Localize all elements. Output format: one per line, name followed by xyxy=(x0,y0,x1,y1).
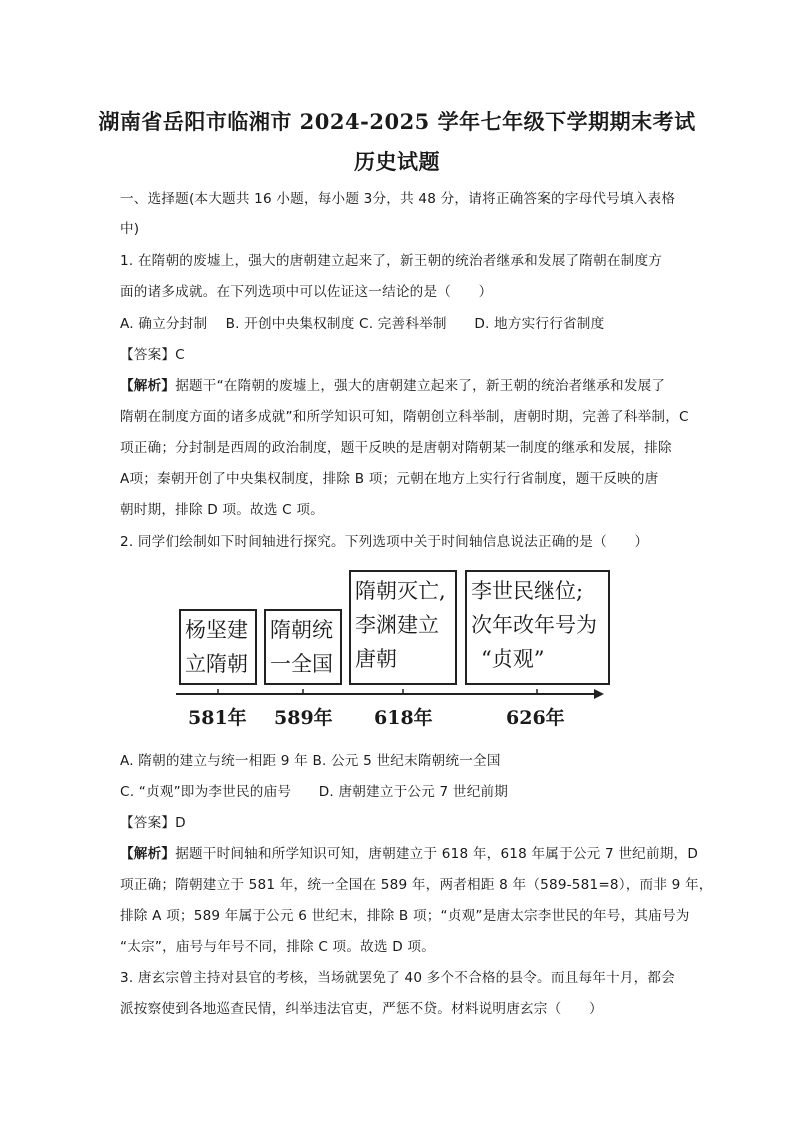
q2-analysis-line: “太宗”，庙号与年号不同，排除 C 项。故选 D 项。 xyxy=(120,939,436,955)
q3-stem: 3. 唐玄宗曾主持对县官的考核，当场就罢免了 40 多个不合格的县令。而且每年十月，都会 xyxy=(120,970,675,986)
exam-title: 湖南省岳阳市临湘市 2024-2025 学年七年级下学期期末考试 xyxy=(98,109,696,134)
q1-stem: 1. 在隋朝的废墟上，强大的唐朝建立起来了，新王朝的统治者继承和发展了隋朝在制度方 xyxy=(120,253,663,269)
year-label-626: 626年 xyxy=(506,707,565,729)
q1-analysis-line: 隋朝在制度方面的诸多成就”和所学知识可知，隋朝创立科举制，唐朝时期，完善了科举制，C xyxy=(120,409,689,425)
event-text: 唐朝 xyxy=(355,647,397,671)
q2-analysis-label: 【解析】 xyxy=(120,846,176,862)
q2-options-ab: A. 隋朝的建立与统一相距 9 年 B. 公元 5 世纪末隋朝统一全国 xyxy=(120,753,501,769)
event-text: 隋朝灭亡, xyxy=(355,579,446,603)
event-text: 杨坚建 xyxy=(185,618,248,642)
event-text: 次年改年号为 xyxy=(471,613,597,637)
q2-options-cd: C. “贞观”即为李世民的庙号 D. 唐朝建立于公元 7 世纪前期 xyxy=(120,784,509,800)
event-text: 李世民继位; xyxy=(471,579,584,603)
timeline-event-626 xyxy=(465,570,610,685)
q2-stem: 2. 同学们绘制如下时间轴进行探究。下列选项中关于时间轴信息说法正确的是（ ） xyxy=(120,534,649,550)
timeline-figure xyxy=(170,565,610,740)
q1-analysis xyxy=(120,374,665,394)
q2-analysis xyxy=(120,842,698,862)
section-instructions-cont: 中) xyxy=(120,221,140,237)
q1-analysis-line: 项正确；分封制是西周的政治制度，题干反映的是唐朝对隋朝某一制度的继承和发展，排除 xyxy=(120,440,672,456)
q2-answer: 【答案】D xyxy=(120,815,186,831)
exam-subtitle: 历史试题 xyxy=(354,149,440,174)
timeline-axis xyxy=(170,687,610,701)
q2-analysis-line: 排除 A 项；589 年属于公元 6 世纪末，排除 B 项；“贞观”是唐太宗李世民的年号，其庙号为 xyxy=(120,908,690,924)
timeline-event-589 xyxy=(264,609,342,685)
event-text: “贞观” xyxy=(481,647,545,671)
q1-answer: 【答案】C xyxy=(120,347,185,363)
event-text: 一全国 xyxy=(270,652,333,676)
year-label-589: 589年 xyxy=(274,707,333,729)
q1-analysis-line: A项；秦朝开创了中央集权制度，排除 B 项；元朝在地方上实行行省制度，题干反映的唐 xyxy=(120,471,659,487)
year-label-618: 618年 xyxy=(374,707,433,729)
event-text: 李渊建立 xyxy=(355,613,439,637)
q1-options: A. 确立分封制 B. 开创中央集权制度 C. 完善科举制 D. 地方实行行省制度 xyxy=(120,316,605,332)
timeline-event-581 xyxy=(179,609,257,685)
year-label-581: 581年 xyxy=(188,707,247,729)
q1-analysis-label: 【解析】 xyxy=(120,378,176,394)
q3-stem-cont: 派按察使到各地巡查民情，纠举违法官吏，严惩不贷。材料说明唐玄宗（ ） xyxy=(120,1001,603,1017)
section-instructions: 一、选择题(本大题共 16 小题，每小题 3分，共 48 分，请将正确答案的字母代号填入表格 xyxy=(120,191,676,207)
event-text: 立隋朝 xyxy=(185,652,248,676)
q2-analysis-line: 项正确；隋朝建立于 581 年，统一全国在 589 年，两者相距 8 年（589-581=8），而非 9 年， xyxy=(120,877,713,893)
q1-analysis-text: 据题干“在隋朝的废墟上，强大的唐朝建立起来了，新王朝的统治者继承和发展了 xyxy=(175,378,666,394)
event-text: 隋朝统 xyxy=(270,618,333,642)
timeline-event-618 xyxy=(349,570,457,685)
q2-analysis-text: 据题干时间轴和所学知识可知，唐朝建立于 618 年，618 年属于公元 7 世纪前期，D xyxy=(175,846,699,862)
q1-stem-cont: 面的诸多成就。在下列选项中可以佐证这一结论的是（ ） xyxy=(120,284,493,300)
q1-analysis-line: 朝时期，排除 D 项。故选 C 项。 xyxy=(120,502,324,518)
